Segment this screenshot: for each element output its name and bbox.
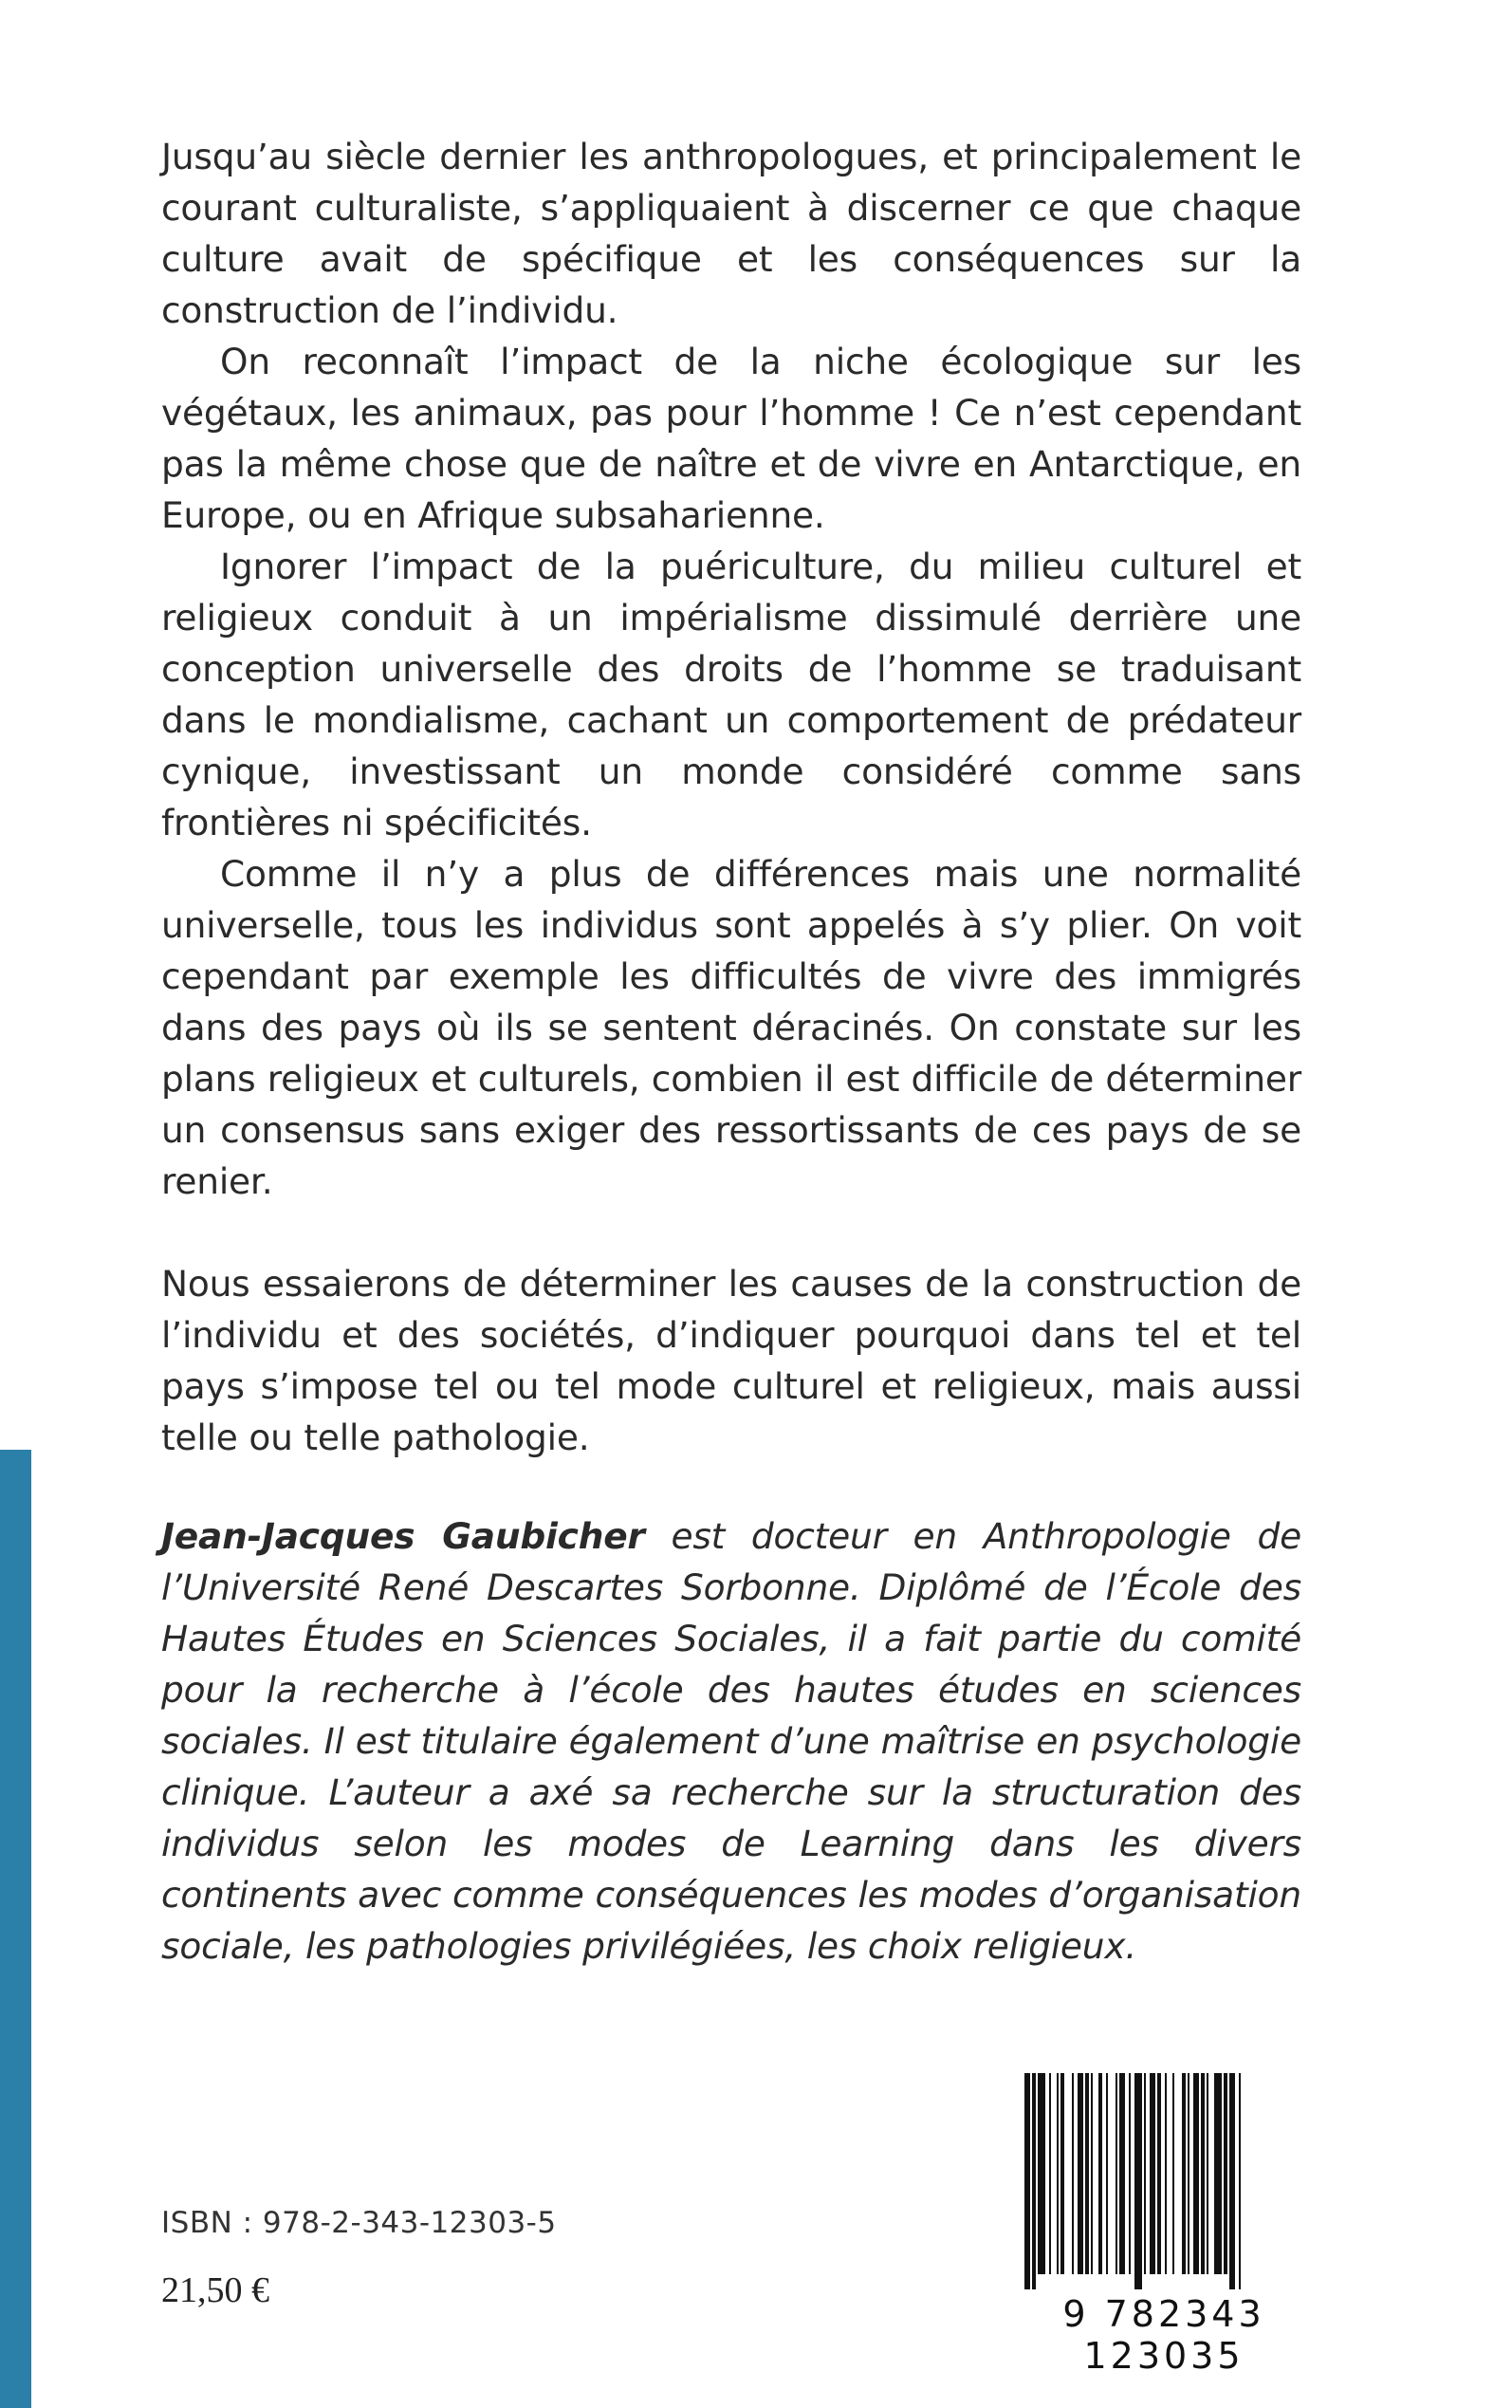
barcode-bar (1129, 2073, 1131, 2274)
side-color-band (0, 1450, 31, 2408)
barcode-bar (1239, 2073, 1241, 2289)
isbn-label: ISBN : 978-2-343-12303-5 (161, 2206, 557, 2240)
paragraph-2: On reconnaît l’impact de la niche écologique sur les végétaux, les animaux, pas pour l’homme ! Ce n’est cependant pas la même chose que de naître et de vivre en Antarctique, en Europe, ou en Afrique subsaharienne. (161, 341, 1301, 536)
barcode-bar (1024, 2073, 1030, 2289)
barcode-bar (1207, 2073, 1208, 2274)
barcode-bar (1119, 2073, 1125, 2274)
paragraph-3: Ignorer l’impact de la puériculture, du milieu culturel et religieux conduit à un impérialisme dissimulé derrière une conception universelle des droits de l’homme se traduisant dans le mondialisme, cachant un comportement de prédateur cynique, investissant un monde considéré comme sans frontières ni spécificités. (161, 546, 1301, 843)
barcode-bar (1188, 2073, 1189, 2274)
barcode-bar (1032, 2073, 1036, 2289)
barcode-bar (1144, 2073, 1146, 2274)
barcode-bar (1116, 2073, 1117, 2274)
barcode-bar (1078, 2073, 1083, 2274)
barcode-bar (1165, 2073, 1167, 2274)
barcode-bar (1172, 2073, 1174, 2274)
paragraph-4: Comme il n’y a plus de différences mais une normalité universelle, tous les individus sont appelés à s’y plier. On voit cependant par exemple les difficultés de vivre des immigrés dans des pays où ils se sentent déracinés. On constate sur les plans religieux et culturels, combien il est difficile de déterminer un consensus sans exiger des ressortissants de ces pays de se renier. (161, 853, 1301, 1202)
barcode-bar (1201, 2073, 1205, 2274)
barcode-bar (1150, 2073, 1155, 2274)
barcode-bar (1214, 2073, 1222, 2274)
barcode-bars (1023, 2073, 1305, 2291)
author-bio-text: est docteur en Anthropologie de l’Université René Descartes Sorbonne. Diplômé de l’École des Hautes Études en Sciences Sociales, il a fait partie du comité pour la recherche à l’école des hautes études en sciences sociales. Il est titulaire également d’une maîtrise en psychologie clinique. L’auteur a axé sa recherche sur la structuration des individus selon les modes de Learning dans les divers continents avec comme conséquences les modes d’organisation sociale, les pathologies privilégiées, les choix religieux. (161, 1515, 1301, 1967)
barcode-bar (1224, 2073, 1227, 2274)
barcode-bar (1098, 2073, 1102, 2274)
paragraph-1: Jusqu’au siècle dernier les anthropologues, et principalement le courant culturaliste, s’appliquaient à discerner ce que chaque culture avait de spécifique et les conséquences sur la construction de l’individu. (161, 136, 1301, 331)
back-cover-text (161, 131, 1301, 2008)
paragraph-5: Nous essaierons de déterminer les causes de la construction de l’individu et des sociétés, d’indiquer pourquoi dans tel et tel pays s’impose tel ou tel mode culturel et religieux, mais aussi telle ou telle pathologie. (161, 1263, 1301, 1458)
barcode-bar (1134, 2073, 1142, 2289)
barcode-bar (1193, 2073, 1199, 2274)
barcode-bar (1049, 2073, 1051, 2274)
barcode-bar (1057, 2073, 1059, 2274)
author-bio (161, 1510, 1301, 1972)
barcode-bar (1060, 2073, 1064, 2274)
barcode-bar (1072, 2073, 1074, 2274)
barcode-digits: 9 782343 123035 (1062, 2293, 1265, 2377)
price-label: 21,50 € (161, 2270, 269, 2310)
author-name: Jean-Jacques Gaubicher (161, 1515, 645, 1557)
barcode-bar (1038, 2073, 1045, 2274)
barcode-bar (1091, 2073, 1093, 2274)
barcode-bar (1229, 2073, 1235, 2289)
barcode-bar (1106, 2073, 1108, 2274)
barcode (1023, 2073, 1305, 2377)
barcode-bar (1085, 2073, 1089, 2274)
barcode-bar (1157, 2073, 1161, 2274)
barcode-bar (1182, 2073, 1186, 2274)
